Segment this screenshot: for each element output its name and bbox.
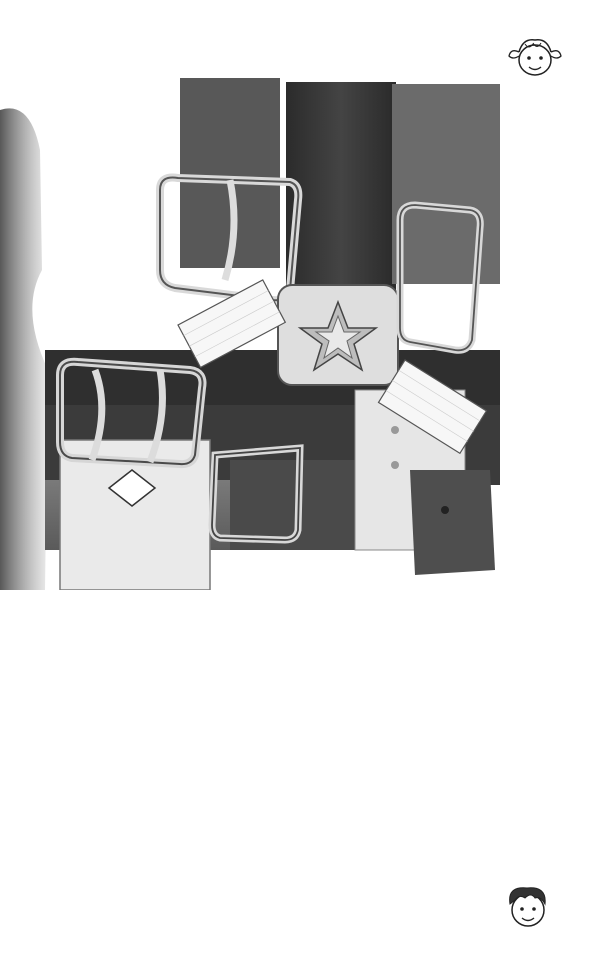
girl-face-icon — [505, 30, 565, 82]
strap-mid — [392, 84, 500, 284]
belts-illustration — [0, 70, 500, 590]
boy-face-icon — [497, 880, 559, 936]
